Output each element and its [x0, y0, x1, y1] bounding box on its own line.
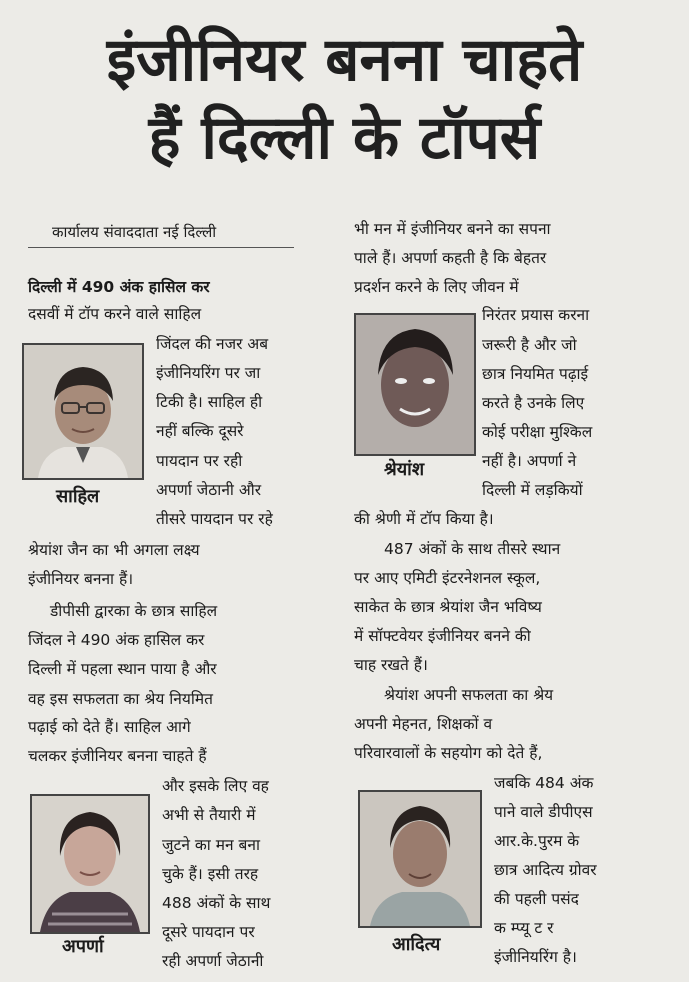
col2-line-11: की श्रेणी में टॉप किया है।: [354, 510, 494, 528]
col1-line-14: दिल्ली में पहला स्थान पाया है और: [28, 660, 217, 678]
col1-line-2: दसवीं में टॉप करने वाले साहिल: [28, 305, 202, 323]
col1-line-20: जुटने का मन बना: [162, 836, 260, 854]
col2-line-7: करते है उनके लिए: [482, 394, 585, 412]
headline-line-1: इंजीनियर बनना चाहते: [106, 25, 583, 95]
col2-line-24: की पहली पसंद: [494, 890, 579, 908]
shreyansh-photo: [354, 313, 476, 456]
col1-line-5: टिकी है। साहिल ही: [156, 393, 263, 411]
sahil-photo: [22, 343, 144, 480]
headline-line-2: हैं दिल्ली के टॉपर्स: [148, 103, 541, 173]
sahil-caption: साहिल: [56, 486, 100, 507]
col2-line-4: निरंतर प्रयास करना: [482, 306, 590, 324]
aparna-caption: अपर्णा: [62, 936, 104, 957]
shreyansh-caption: श्रेयांश: [384, 459, 425, 480]
col2-line-25: क म्प्यू ट र: [494, 919, 554, 937]
col1-line-19: अभी से तैयारी में: [162, 806, 256, 824]
col1-line-3: जिंदल की नजर अब: [156, 335, 269, 353]
col2-line-14: साकेत के छात्र श्रेयांश जैन भविष्य: [354, 598, 542, 616]
col2-line-16: चाह रखते हैं।: [354, 656, 428, 674]
col2-line-18: अपनी मेहनत, शिक्षकों व: [354, 715, 493, 733]
col1-line-17: चलकर इंजीनियर बनना चाहते हैं: [28, 747, 207, 765]
col1-line-4: इंजीनियरिंग पर जा: [156, 364, 261, 382]
col2-line-13: पर आए एमिटी इंटरनेशनल स्कूल,: [354, 569, 541, 587]
col1-line-12: डीपीसी द्वारका के छात्र साहिल: [50, 602, 218, 620]
col1-line-21: चुके हैं। इसी तरह: [162, 865, 259, 883]
col1-line-7: पायदान पर रही: [156, 452, 243, 470]
col2-line-19: परिवारवालों के सहयोग को देते हैं,: [354, 744, 543, 762]
col2-line-23: छात्र आदित्य ग्रोवर: [494, 861, 597, 879]
col1-line-11: इंजीनियर बनना हैं।: [28, 570, 134, 588]
col2-line-3: प्रदर्शन करने के लिए जीवन में: [354, 278, 519, 296]
col2-line-2: पाले हैं। अपर्णा कहती है कि बेहतर: [354, 249, 547, 267]
col1-line-8: अपर्णा जेठानी और: [156, 481, 262, 499]
aparna-photo: [30, 794, 150, 934]
col2-line-15: में सॉफ्टवेयर इंजीनियर बनने की: [354, 627, 531, 645]
col1-line-9: तीसरे पायदान पर रहे: [156, 510, 273, 528]
col1-line-15: वह इस सफलता का श्रेय नियमित: [28, 690, 213, 708]
col1-line-23: दूसरे पायदान पर: [162, 923, 255, 941]
col1-line-1: दिल्ली में 490 अंक हासिल कर: [28, 278, 210, 296]
col2-line-26: इंजीनियरिंग है।: [494, 948, 577, 966]
col2-line-6: छात्र नियमित पढ़ाई: [482, 365, 589, 383]
byline-rule: [28, 247, 294, 248]
col2-line-8: कोई परीक्षा मुश्किल: [482, 423, 593, 441]
col1-line-18: और इसके लिए वह: [162, 777, 269, 795]
col2-line-9: नहीं है। अपर्णा ने: [482, 452, 577, 470]
col2-line-17: श्रेयांश अपनी सफलता का श्रेय: [384, 686, 554, 704]
aditya-photo: [358, 790, 482, 928]
col1-line-6: नहीं बल्कि दूसरे: [156, 422, 244, 440]
col1-line-13: जिंदल ने 490 अंक हासिल कर: [28, 631, 205, 649]
col2-line-21: पाने वाले डीपीएस: [494, 803, 593, 821]
col1-line-24: रही अपर्णा जेठानी: [162, 952, 264, 970]
byline: कार्यालय संवाददाता नई दिल्ली: [52, 223, 217, 241]
col2-line-22: आर.के.पुरम के: [494, 832, 580, 850]
col2-line-1: भी मन में इंजीनियर बनने का सपना: [354, 220, 551, 238]
col2-line-5: जरूरी है और जो: [482, 336, 577, 354]
col2-line-10: दिल्ली में लड़कियों: [482, 481, 583, 499]
col1-line-10: श्रेयांश जैन का भी अगला लक्ष्य: [28, 541, 200, 559]
col1-line-16: पढ़ाई को देते हैं। साहिल आगे: [28, 718, 191, 736]
col2-line-20: जबकि 484 अंक: [494, 774, 594, 792]
col1-line-22: 488 अंकों के साथ: [162, 894, 271, 912]
aditya-caption: आदित्य: [392, 934, 441, 955]
col2-line-12: 487 अंकों के साथ तीसरे स्थान: [384, 540, 561, 558]
